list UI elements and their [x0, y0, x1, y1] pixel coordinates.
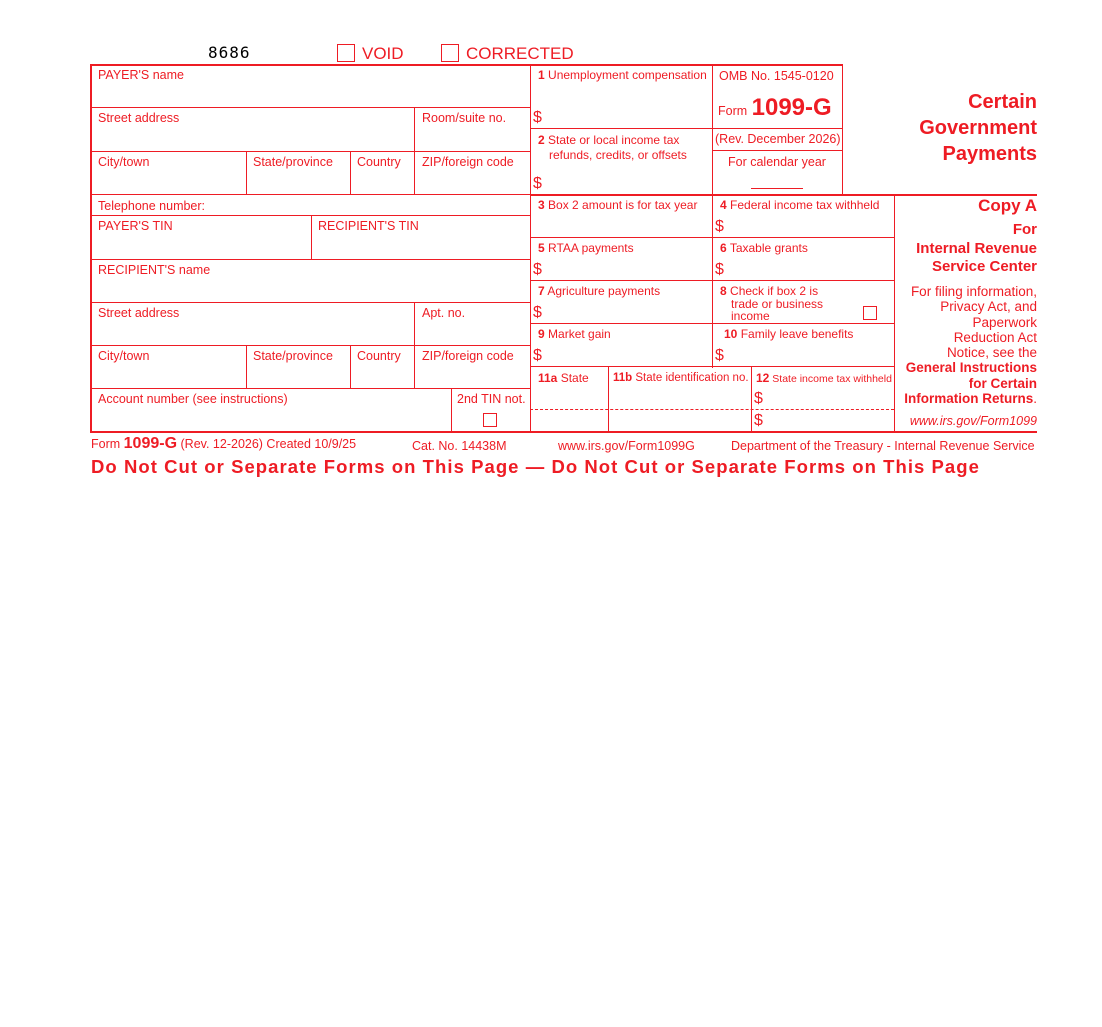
recipient-zip-divider: [414, 345, 415, 388]
phone-label: Telephone number:: [98, 199, 206, 213]
rev-bottom: [712, 150, 842, 151]
box11a-label: 11a State: [538, 371, 589, 385]
recipient-state-divider: [246, 345, 247, 388]
box8-checkbox[interactable]: [863, 306, 877, 320]
second-tin-label: 2nd TIN not.: [457, 392, 526, 406]
void-checkbox[interactable]: [337, 44, 355, 62]
copy-left-divider: [894, 194, 895, 432]
box6-dollar: $: [715, 261, 724, 278]
box4-dollar: $: [715, 218, 724, 235]
omb-right-divider: [842, 64, 843, 194]
recipient-zip-label: ZIP/foreign code: [422, 349, 514, 363]
recipient-city-label: City/town: [98, 349, 150, 363]
corrected-label: CORRECTED: [466, 44, 574, 63]
tin-bottom: [90, 259, 530, 260]
box3-label: 3 Box 2 amount is for tax year: [538, 198, 698, 212]
box12-dollar-1: $: [754, 390, 763, 407]
title-line-1: Certain: [968, 91, 1037, 113]
box12-divider: [751, 366, 752, 432]
calendar-year-label: For calendar year: [728, 155, 826, 169]
title-line-2: Government: [919, 117, 1037, 139]
row3-bottom: [530, 237, 894, 238]
box1-dollar: $: [533, 109, 542, 126]
state-row-dashed: [530, 409, 894, 410]
box2-label-2: refunds, credits, or offsets: [549, 148, 687, 162]
recipient-state-label: State/province: [253, 349, 333, 363]
form-number: 1099-G: [751, 94, 832, 121]
box12-dollar-2: $: [754, 412, 763, 429]
recipient-apt-label: Apt. no.: [422, 306, 466, 320]
filing-info-note: For filing information, Privacy Act, and Paperwork Reduction Act Notice, see the General Instructions for Certain Information Returns.: [904, 284, 1037, 407]
box4-label: 4 Federal income tax withheld: [720, 198, 880, 212]
corrected-checkbox[interactable]: [441, 44, 459, 62]
box6-label: 6 Taxable grants: [720, 241, 808, 255]
box11b-label: 11b State identification no.: [613, 372, 749, 384]
recipient-street-bottom: [90, 345, 530, 346]
payer-zip-divider: [414, 151, 415, 194]
box11b-divider: [608, 366, 609, 432]
payer-country-divider: [350, 151, 351, 194]
payer-street-bottom: [90, 151, 530, 152]
copy-a-label: Copy A: [978, 196, 1037, 215]
box12-label: 12 State income tax withheld: [756, 371, 892, 385]
payer-state-divider: [246, 151, 247, 194]
row9-bottom: [530, 366, 894, 367]
row5-bottom: [530, 280, 894, 281]
box2-label: 2 State or local income tax: [538, 133, 680, 147]
do-not-cut-warning: Do Not Cut or Separate Forms on This Page — Do Not Cut or Separate Forms on This Page: [91, 456, 980, 477]
second-tin-checkbox[interactable]: [483, 413, 497, 427]
box10-dollar: $: [715, 347, 724, 364]
apt-divider: [414, 302, 415, 345]
box1-bottom: [530, 128, 712, 129]
calendar-year-blank: [751, 188, 803, 189]
box8-label-3: income: [731, 309, 770, 323]
recipient-city-bottom: [90, 388, 530, 389]
recipient-country-label: Country: [357, 349, 401, 363]
box1-label: 1 Unemployment compensation: [538, 68, 707, 82]
payer-city-label: City/town: [98, 155, 150, 169]
box2-dollar: $: [533, 175, 542, 192]
omb-number: OMB No. 1545-0120: [719, 69, 834, 83]
row7-bottom: [530, 323, 894, 324]
box9-dollar: $: [533, 347, 542, 364]
copy-for-label: For: [1012, 221, 1037, 238]
form-top-border: [90, 64, 843, 66]
account-number-label: Account number (see instructions): [98, 392, 288, 406]
box5-dollar: $: [533, 261, 542, 278]
title-line-3: Payments: [942, 143, 1037, 165]
payer-city-bottom: [90, 194, 530, 195]
payer-tin-label: PAYER'S TIN: [98, 219, 173, 233]
void-label: VOID: [362, 44, 404, 63]
form-left-border: [90, 64, 92, 432]
footer-form-number: 1099-G: [123, 435, 178, 452]
recipient-country-divider: [350, 345, 351, 388]
second-tin-divider: [451, 388, 452, 432]
footer-department: Department of the Treasury - Internal Revenue Service: [731, 439, 1035, 453]
form-title: [860, 89, 1037, 167]
form-word: Form: [718, 104, 748, 118]
box9-label: 9 Market gain: [538, 327, 611, 341]
recipient-street-label: Street address: [98, 306, 180, 320]
box5-label: 5 RTAA payments: [538, 241, 634, 255]
payer-country-label: Country: [357, 155, 401, 169]
form-code: 8686: [208, 43, 251, 62]
payer-room-label: Room/suite no.: [422, 111, 507, 125]
box7-dollar: $: [533, 304, 542, 321]
phone-bottom: [90, 215, 530, 216]
revision-date: (Rev. December 2026): [715, 132, 841, 146]
footer-url[interactable]: www.irs.gov/Form1099G: [558, 439, 695, 453]
payer-street-label: Street address: [98, 111, 180, 125]
payer-name-label: PAYER'S name: [98, 68, 184, 82]
irs-url-link[interactable]: www.irs.gov/Form1099: [909, 414, 1037, 428]
box10-label: 10 Family leave benefits: [724, 327, 854, 341]
footer-cat-number: Cat. No. 14438M: [412, 439, 507, 453]
recipient-name-label: RECIPIENT'S name: [98, 263, 211, 277]
recipient-name-bottom: [90, 302, 530, 303]
footer-form-id: Form 1099-G (Rev. 12-2026) Created 10/9/25: [91, 435, 357, 452]
box7-label: 7 Agriculture payments: [538, 284, 661, 298]
box8-label-2: trade or business: [731, 297, 824, 311]
room-divider: [414, 107, 415, 151]
payer-state-label: State/province: [253, 155, 333, 169]
payer-zip-label: ZIP/foreign code: [422, 155, 514, 169]
recipient-tin-label: RECIPIENT'S TIN: [318, 219, 419, 233]
box8-label: 8 Check if box 2 is: [720, 284, 819, 298]
tin-divider: [311, 215, 312, 259]
payer-name-bottom: [90, 107, 530, 108]
form-number-block: [718, 94, 832, 122]
left-right-divider: [530, 64, 531, 432]
form-number-bottom: [712, 128, 842, 129]
irs-center-label: Internal Revenue Service Center: [916, 240, 1037, 275]
